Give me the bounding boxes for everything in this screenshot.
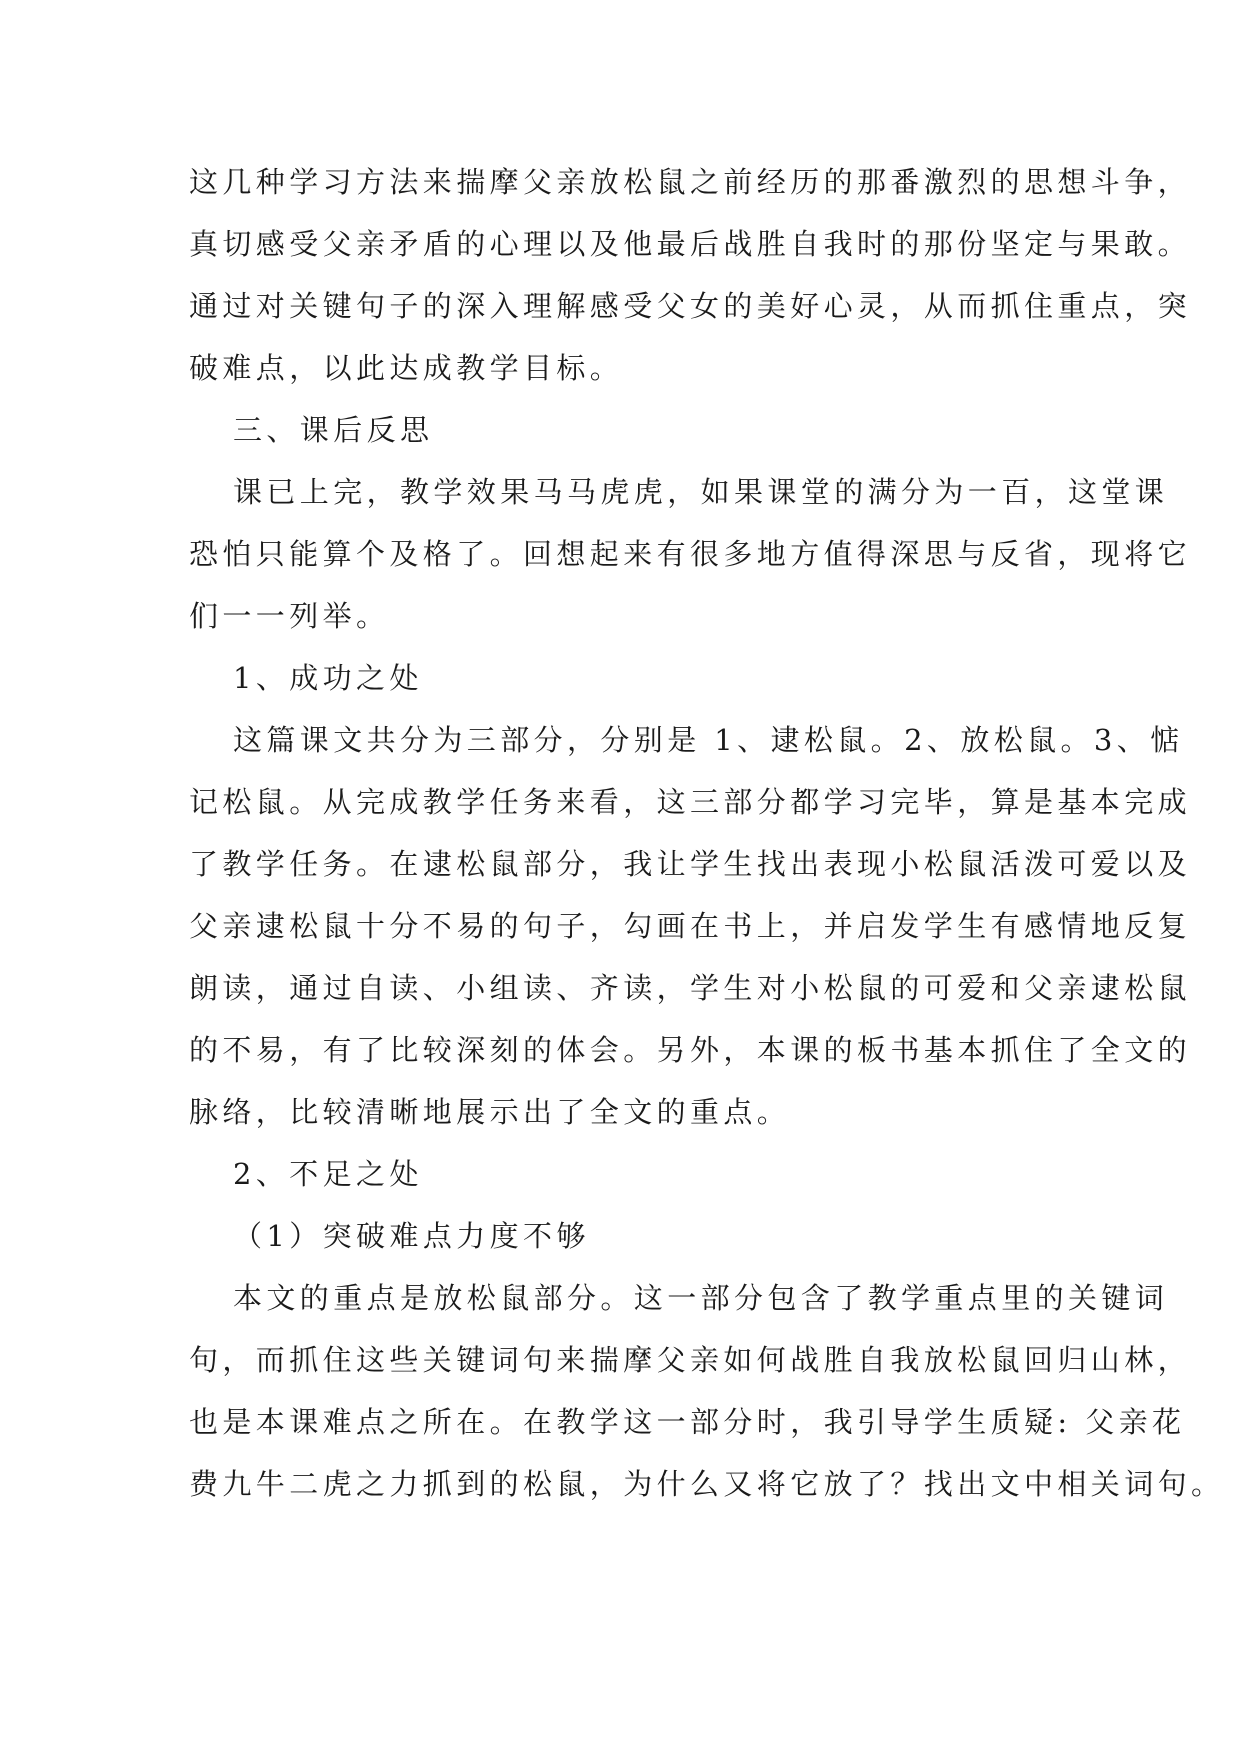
paragraph-line: 恐怕只能算个及格了。回想起来有很多地方值得深思与反省，现将它	[189, 537, 1192, 571]
paragraph-line: 记松鼠。从完成教学任务来看，这三部分都学习完毕，算是基本完成	[189, 785, 1192, 819]
paragraph-line: 朗读，通过自读、小组读、齐读，学生对小松鼠的可爱和父亲逮松鼠	[189, 971, 1192, 1005]
paragraph-line: 脉络，比较清晰地展示出了全文的重点。	[189, 1095, 791, 1129]
subsection-heading: （1）突破难点力度不够	[233, 1219, 590, 1253]
subsection-heading: 2、不足之处	[233, 1157, 423, 1191]
paragraph-line: 破难点，以此达成教学目标。	[189, 351, 624, 385]
subsection-heading: 1、成功之处	[233, 661, 423, 695]
paragraph-line: 句，而抓住这些关键词句来揣摩父亲如何战胜自我放松鼠回归山林，	[189, 1343, 1192, 1377]
paragraph-line: 这篇课文共分为三部分，分别是 1、逮松鼠。2、放松鼠。3、惦	[233, 723, 1184, 757]
paragraph-line: 这几种学习方法来揣摩父亲放松鼠之前经历的那番激烈的思想斗争，	[189, 165, 1192, 199]
paragraph-line: 真切感受父亲矛盾的心理以及他最后战胜自我时的那份坚定与果敢。	[189, 227, 1192, 261]
paragraph-line: 父亲逮松鼠十分不易的句子，勾画在书上，并启发学生有感情地反复	[189, 909, 1192, 943]
paragraph-line: 通过对关键句子的深入理解感受父女的美好心灵，从而抓住重点，突	[189, 289, 1192, 323]
section-heading: 三、课后反思	[233, 413, 434, 447]
paragraph-line: 了教学任务。在逮松鼠部分，我让学生找出表现小松鼠活泼可爱以及	[189, 847, 1192, 881]
paragraph-line: 本文的重点是放松鼠部分。这一部分包含了教学重点里的关键词	[233, 1281, 1169, 1315]
paragraph-line: 们一一列举。	[189, 599, 390, 633]
paragraph-line: 的不易，有了比较深刻的体会。另外，本课的板书基本抓住了全文的	[189, 1033, 1192, 1067]
paragraph-line: 费九牛二虎之力抓到的松鼠，为什么又将它放了？找出文中相关词句。	[189, 1467, 1225, 1501]
paragraph-line: 课已上完，教学效果马马虎虎，如果课堂的满分为一百，这堂课	[233, 475, 1169, 509]
paragraph-line: 也是本课难点之所在。在教学这一部分时，我引导学生质疑: 父亲花	[189, 1405, 1186, 1439]
